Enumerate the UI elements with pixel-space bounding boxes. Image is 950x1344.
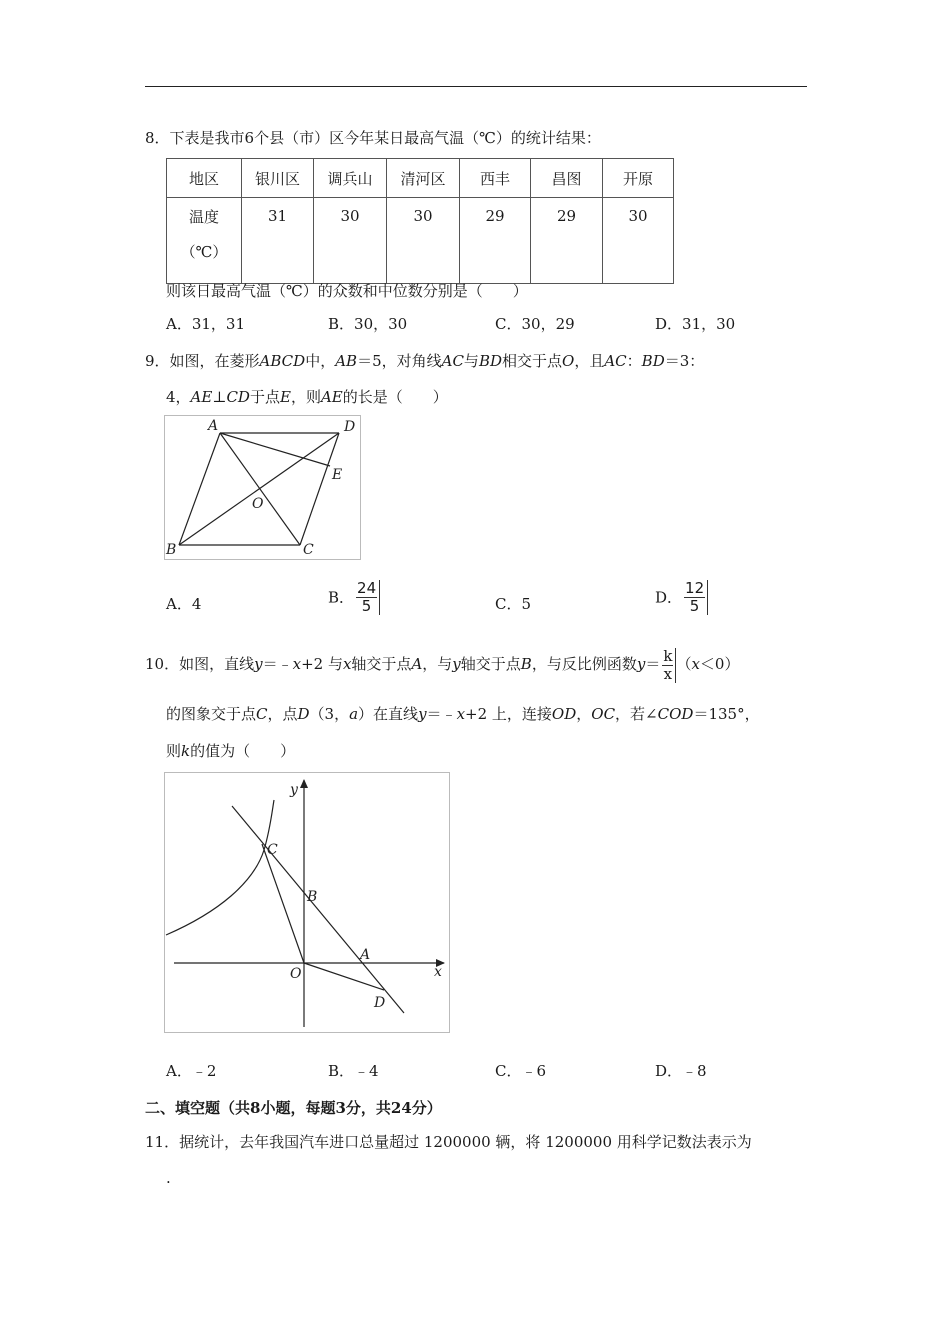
fraction-12-over-5: $\frac{12}{5}$	[682, 580, 708, 615]
label-y: y	[290, 782, 298, 798]
q8-stem: 8．下表是我市6个县（市）区今年某日最高气温（℃）的统计结果：	[145, 129, 601, 147]
temperature-table	[166, 158, 674, 284]
side-dc	[300, 433, 339, 545]
segment-oc	[262, 844, 304, 963]
q8-option-a: A．31，31	[166, 315, 246, 333]
q11-tail: .	[166, 1169, 171, 1187]
q9-option-a: A．4	[166, 595, 202, 613]
q10-stem-line1: 10．如图，直线y＝﹣x+2 与x轴交于点A，与y轴交于点B，与反比例函数y＝ $\frac{k}{x}$ （x＜0）	[145, 646, 740, 683]
q9-stem-line2: 4，AE⊥CD于点E，则AE的长是（ ）	[166, 388, 448, 406]
q10-option-b: B．﹣4	[328, 1062, 379, 1080]
label-b: B	[166, 542, 177, 558]
label-b: B	[307, 889, 318, 905]
table-cell: 30	[387, 198, 460, 284]
table-row	[167, 198, 674, 284]
rhombus-figure	[164, 415, 364, 561]
figure-frame	[165, 416, 361, 560]
table-cell: 30	[603, 198, 674, 284]
q11-stem: 11．据统计，去年我国汽车进口总量超过 1200000 辆，将 1200000 用科学记数法表示为	[145, 1133, 752, 1151]
q8-option-d: D．31，30	[655, 315, 736, 333]
q10-option-a: A．﹣2	[166, 1062, 217, 1080]
q10-stem-line3: 则k的值为（ ）	[166, 742, 296, 760]
table-cell: 银川区	[242, 159, 314, 198]
label-c: C	[267, 842, 278, 858]
label-o: O	[290, 966, 302, 982]
q9-option-d: D． $\frac{12}{5}$	[655, 580, 708, 615]
table-cell: 调兵山	[314, 159, 387, 198]
label-a: A	[208, 418, 219, 434]
q9-option-b: B． $\frac{24}{5}$	[328, 580, 380, 615]
temp-unit: （℃）	[180, 243, 228, 261]
label-c: C	[303, 542, 314, 558]
function-graph-figure	[164, 772, 452, 1034]
table-cell: 30	[314, 198, 387, 284]
table-cell	[167, 198, 242, 284]
side-ba	[179, 433, 220, 545]
table-cell: 清河区	[387, 159, 460, 198]
header-rule	[145, 86, 807, 87]
q8-question: 则该日最高气温（℃）的众数和中位数分别是（ ）	[166, 282, 528, 300]
table-cell: 昌图	[531, 159, 603, 198]
segment-od	[304, 963, 384, 990]
table-cell: 地区	[167, 159, 242, 198]
q8-option-c: C．30，29	[495, 315, 575, 333]
table-cell: 31	[242, 198, 314, 284]
label-a: A	[360, 947, 371, 963]
q10-option-d: D．﹣8	[655, 1062, 707, 1080]
line-y-neg-x-plus-2	[232, 806, 404, 1013]
label-d: D	[344, 419, 356, 435]
fraction-24-over-5: $\frac{24}{5}$	[354, 580, 380, 615]
table-cell: 29	[460, 198, 531, 284]
label-x: x	[434, 964, 442, 980]
q9-stem-line1: 9．如图，在菱形ABCD中，AB＝5，对角线AC与BD相交于点O，且AC：BD＝3：	[145, 352, 705, 370]
segment-ae	[220, 433, 330, 466]
diagonal-bd	[179, 433, 339, 545]
q10-option-c: C．﹣6	[495, 1062, 547, 1080]
label-e: E	[332, 467, 343, 483]
q10-stem-line2: 的图象交于点C，点D（3，a）在直线y＝﹣x+2 上，连接OD，OC，若∠COD＝135°，	[166, 705, 760, 723]
q8-option-b: B．30，30	[328, 315, 408, 333]
label-o: O	[252, 496, 264, 512]
q9-option-c: C．5	[495, 595, 532, 613]
fraction-k-over-x: $\frac{k}{x}$	[660, 648, 676, 683]
hyperbola-branch	[166, 800, 274, 935]
temp-label: 温度	[188, 208, 219, 226]
table-cell: 西丰	[460, 159, 531, 198]
table-cell: 开原	[603, 159, 674, 198]
table-row	[167, 159, 674, 198]
table-cell: 29	[531, 198, 603, 284]
section-heading: 二、填空题（共8小题，每题3分，共24分）	[145, 1099, 442, 1117]
label-d: D	[374, 995, 386, 1011]
